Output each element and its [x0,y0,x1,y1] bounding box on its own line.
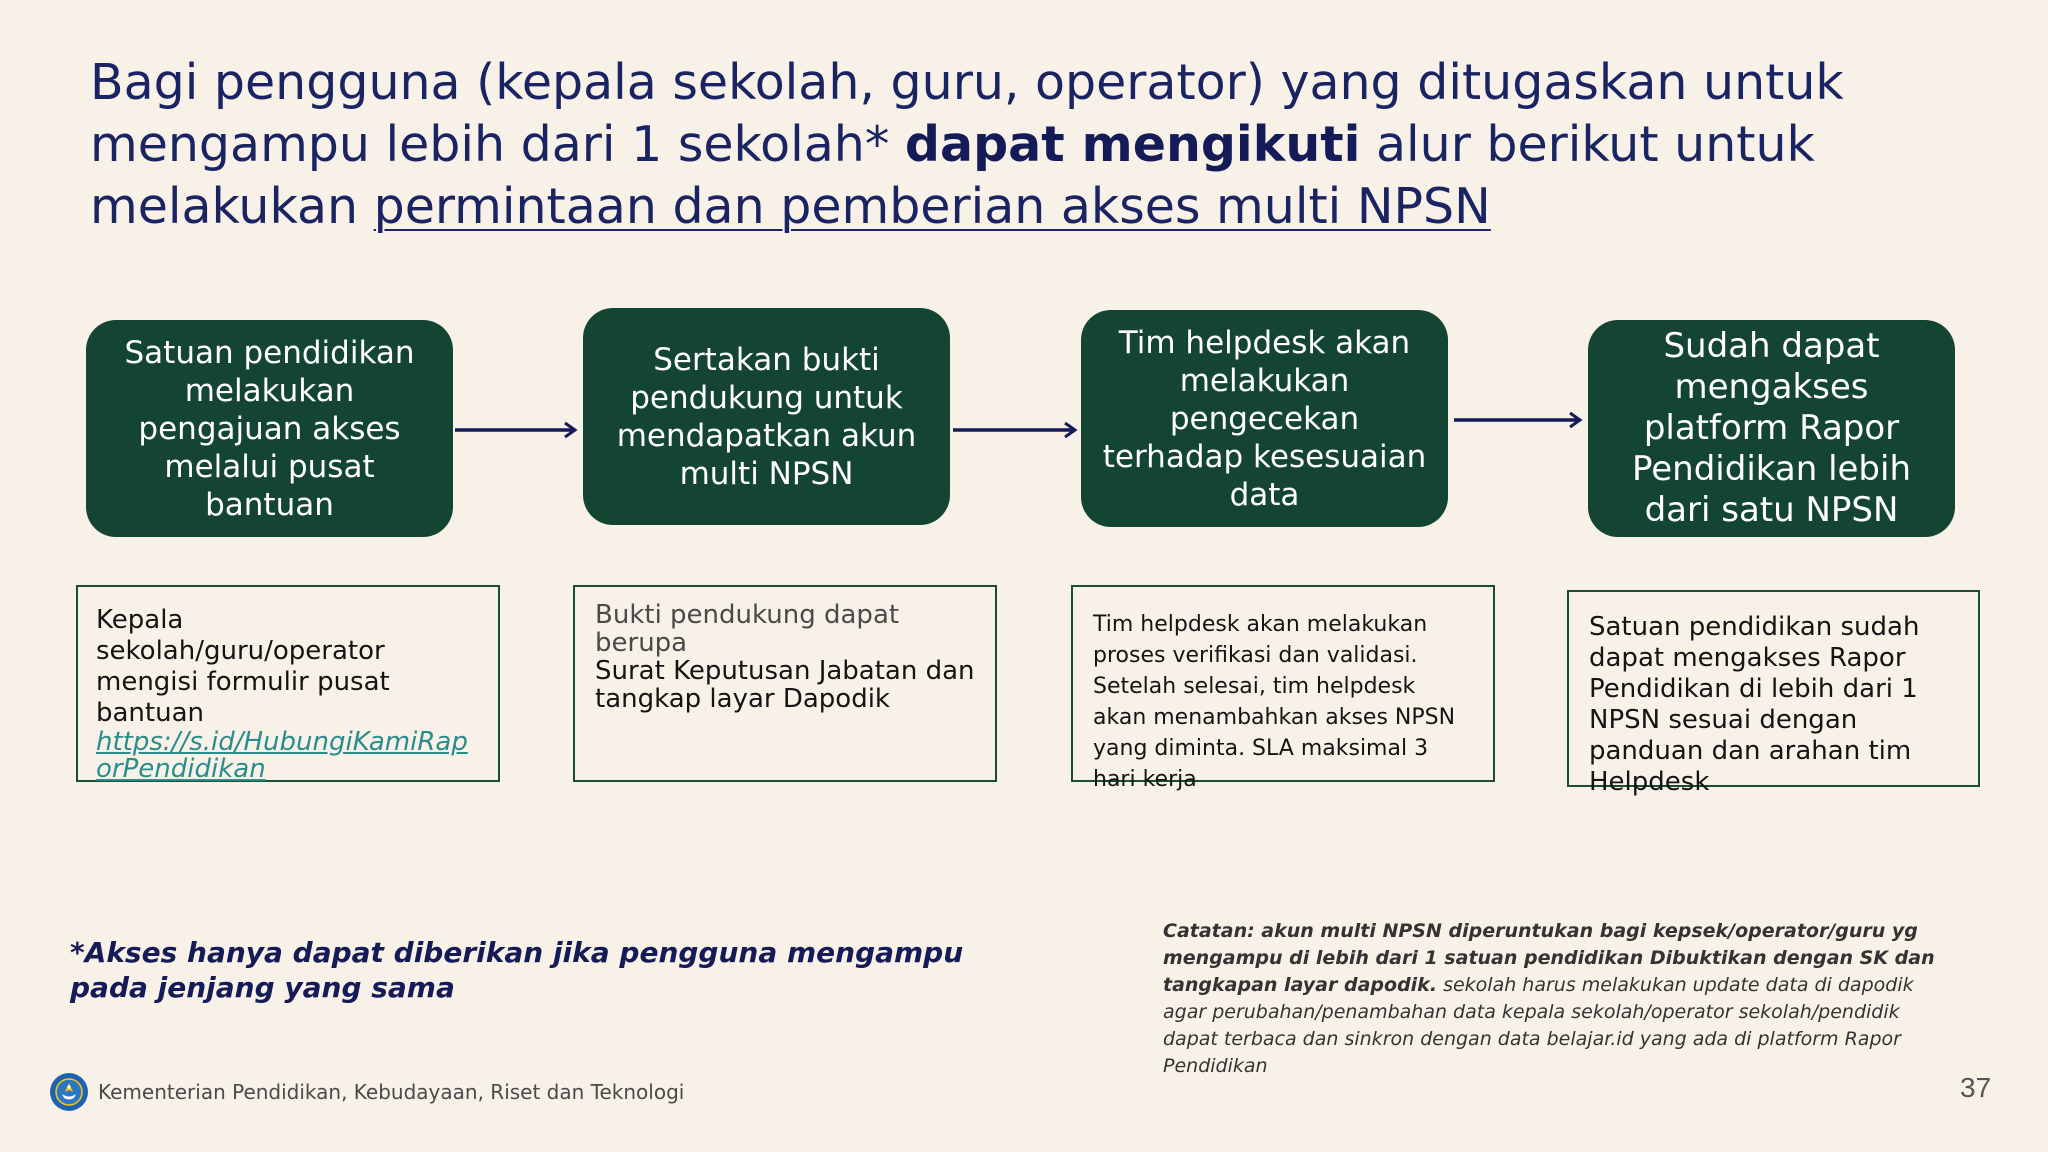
note-bold: Catatan: akun multi NPSN diperuntukan bagi kepsek/operator/guru yg mengampu di lebih dari 1 satuan pendidikan Dibuktikan dengan SK dan tangkapan layar dapodik. [1163,920,1935,996]
step-3-box [1081,310,1448,527]
detail-box-2-muted: Bukti pendukung dapat berupa [595,600,900,658]
detail-box-4 [1567,590,1980,797]
tut-wuri-handayani-logo-icon [50,1073,88,1111]
title-bold: dapat mengikuti [904,116,1361,173]
detail-box-1-text: Kepala sekolah/guru/operator mengisi formulir pusat bantuan [96,605,390,728]
help-center-link[interactable]: https://s.id/HubungiKamiRaporPendidikan [96,727,468,784]
step-3-label: Tim helpdesk akan melakukan pengecekan terhadap kesesuaian data [1102,324,1427,513]
arrow-1-icon [455,418,583,442]
arrow-3-icon [1454,408,1586,432]
title-part2: alur berikut untuk melakukan [90,116,1815,235]
step-4-box [1588,320,1955,537]
page-number: 37 [1960,1072,1992,1103]
step-1-label: Satuan pendidikan melakukan pengajuan akses melalui pusat bantuan [124,334,415,523]
title-part1: Bagi pengguna (kepala sekolah, guru, operator) yang ditugaskan untuk mengampu lebih dari 1 sekolah* [90,54,1844,173]
detail-box-3 [1071,585,1495,792]
note [1163,918,1943,1080]
footer [50,1072,684,1112]
step-4-label: Sudah dapat mengakses platform Rapor Pendidikan lebih dari satu NPSN [1631,326,1912,530]
detail-box-4-text: Satuan pendidikan sudah dapat mengakses Rapor Pendidikan di lebih dari 1 NPSN sesuai dengan panduan dan arahan tim Helpdesk [1589,612,1920,797]
note-text: sekolah harus melakukan update data di dapodik agar perubahan/penambahan data kepala sekolah/operator sekolah/pendidik dapat terbaca dan sinkron dengan data belajar.id yang ada di platform Rapor Pendidikan [1163,974,1914,1077]
step-1-box [86,320,453,537]
detail-box-1 [76,585,500,782]
footnote: *Akses hanya dapat diberikan jika pengguna mengampu pada jenjang yang sama [70,936,964,1004]
arrow-2-icon [953,418,1081,442]
step-2-label: Sertakan bukti pendukung untuk mendapatkan akun multi NPSN [616,341,917,492]
footer-org-name: Kementerian Pendidikan, Kebudayaan, Riset dan Teknologi [98,1080,685,1104]
detail-box-2-text: Surat Keputusan Jabatan dan tangkap layar Dapodik [595,656,975,714]
detail-box-2 [573,585,997,782]
detail-box-3-text: Tim helpdesk akan melakukan proses verifikasi dan validasi. Setelah selesai, tim helpdesk akan menambahkan akses NPSN yang diminta. SLA maksimal 3 hari kerja [1093,612,1456,792]
title-underlined: permintaan dan pemberian akses multi NPSN [373,178,1491,235]
step-2-box [583,308,950,525]
page-title [90,52,1950,238]
